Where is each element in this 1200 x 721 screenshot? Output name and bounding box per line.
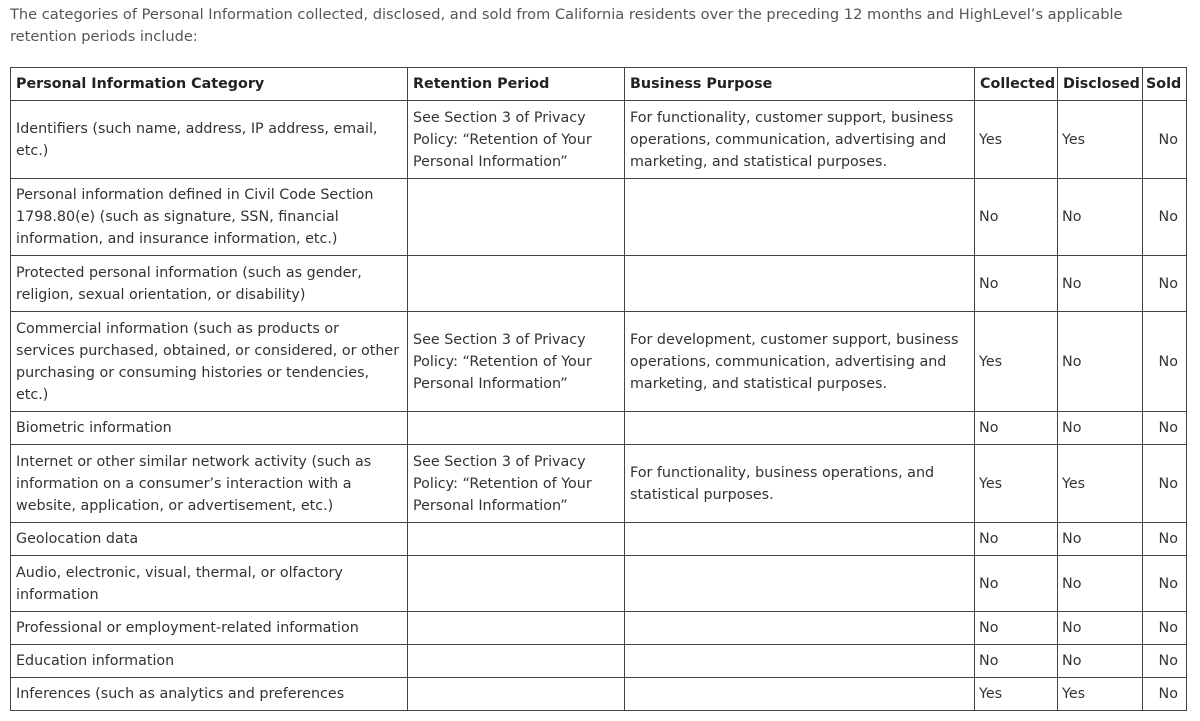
cell-category: Identifiers (such name, address, IP address, email, etc.) (11, 101, 408, 179)
cell-collected: No (975, 412, 1058, 445)
cell-disclosed: No (1058, 556, 1143, 612)
cell-collected: Yes (975, 312, 1058, 412)
cell-sold: No (1143, 312, 1187, 412)
cell-retention-period: See Section 3 of Privacy Policy: “Retention of Your Personal Information” (408, 445, 625, 523)
cell-retention-period: See Section 3 of Privacy Policy: “Retention of Your Personal Information” (408, 312, 625, 412)
cell-sold: No (1143, 412, 1187, 445)
cell-sold: No (1143, 101, 1187, 179)
cell-disclosed: No (1058, 312, 1143, 412)
table-row (11, 101, 1187, 179)
cell-category: Education information (11, 645, 408, 678)
cell-disclosed: No (1058, 412, 1143, 445)
cell-business-purpose (625, 179, 975, 256)
cell-business-purpose: For functionality, customer support, business operations, communication, advertising and marketing, and statistical purposes. (625, 101, 975, 179)
cell-category: Inferences (such as analytics and preferences (11, 678, 408, 711)
cell-category: Personal information defined in Civil Code Section 1798.80(e) (such as signature, SSN, financial information, and insurance information, etc.) (11, 179, 408, 256)
table-row (11, 556, 1187, 612)
cell-disclosed: Yes (1058, 101, 1143, 179)
cell-business-purpose (625, 612, 975, 645)
cell-business-purpose (625, 556, 975, 612)
cell-business-purpose: For development, customer support, business operations, communication, advertising and marketing, and statistical purposes. (625, 312, 975, 412)
table-row (11, 412, 1187, 445)
cell-retention-period (408, 678, 625, 711)
cell-business-purpose (625, 678, 975, 711)
cell-category: Internet or other similar network activity (such as information on a consumer’s interaction with a website, application, or advertisement, etc.) (11, 445, 408, 523)
cell-category: Professional or employment-related information (11, 612, 408, 645)
cell-category: Biometric information (11, 412, 408, 445)
cell-disclosed: No (1058, 612, 1143, 645)
table-row (11, 312, 1187, 412)
personal-information-table (10, 67, 1187, 711)
cell-retention-period (408, 556, 625, 612)
cell-disclosed: Yes (1058, 445, 1143, 523)
cell-category: Commercial information (such as products or services purchased, obtained, or considered, or other purchasing or consuming histories or tendencies, etc.) (11, 312, 408, 412)
table-row (11, 445, 1187, 523)
cell-category: Protected personal information (such as gender, religion, sexual orientation, or disability) (11, 256, 408, 312)
cell-collected: No (975, 179, 1058, 256)
table-header-row (11, 68, 1187, 101)
table-row (11, 256, 1187, 312)
cell-sold: No (1143, 256, 1187, 312)
intro-paragraph: The categories of Personal Information collected, disclosed, and sold from California residents over the preceding 12 months and HighLevel’s applicable retention periods include: (10, 6, 1123, 45)
cell-business-purpose (625, 645, 975, 678)
header-category: Personal Information Category (11, 68, 408, 101)
cell-collected: No (975, 523, 1058, 556)
cell-disclosed: No (1058, 256, 1143, 312)
cell-category: Audio, electronic, visual, thermal, or olfactory information (11, 556, 408, 612)
cell-disclosed: No (1058, 645, 1143, 678)
header-sold: Sold (1143, 68, 1187, 101)
cell-retention-period (408, 179, 625, 256)
cell-business-purpose (625, 523, 975, 556)
cell-collected: Yes (975, 101, 1058, 179)
cell-collected: Yes (975, 678, 1058, 711)
header-retention-period: Retention Period (408, 68, 625, 101)
cell-collected: Yes (975, 445, 1058, 523)
table-row (11, 523, 1187, 556)
cell-sold: No (1143, 645, 1187, 678)
cell-disclosed: Yes (1058, 678, 1143, 711)
header-collected: Collected (975, 68, 1058, 101)
cell-sold: No (1143, 612, 1187, 645)
cell-collected: No (975, 256, 1058, 312)
cell-collected: No (975, 556, 1058, 612)
cell-business-purpose: For functionality, business operations, and statistical purposes. (625, 445, 975, 523)
cell-disclosed: No (1058, 523, 1143, 556)
cell-collected: No (975, 612, 1058, 645)
table-row (11, 645, 1187, 678)
cell-sold: No (1143, 556, 1187, 612)
cell-disclosed: No (1058, 179, 1143, 256)
cell-retention-period (408, 645, 625, 678)
cell-retention-period (408, 256, 625, 312)
cell-sold: No (1143, 678, 1187, 711)
table-row (11, 612, 1187, 645)
cell-sold: No (1143, 445, 1187, 523)
header-business-purpose: Business Purpose (625, 68, 975, 101)
table-row (11, 179, 1187, 256)
cell-retention-period (408, 412, 625, 445)
cell-business-purpose (625, 256, 975, 312)
cell-retention-period: See Section 3 of Privacy Policy: “Retention of Your Personal Information” (408, 101, 625, 179)
cell-collected: No (975, 645, 1058, 678)
cell-business-purpose (625, 412, 975, 445)
cell-category: Geolocation data (11, 523, 408, 556)
cell-sold: No (1143, 523, 1187, 556)
cell-retention-period (408, 523, 625, 556)
table-row (11, 678, 1187, 711)
cell-retention-period (408, 612, 625, 645)
header-disclosed: Disclosed (1058, 68, 1143, 101)
cell-sold: No (1143, 179, 1187, 256)
